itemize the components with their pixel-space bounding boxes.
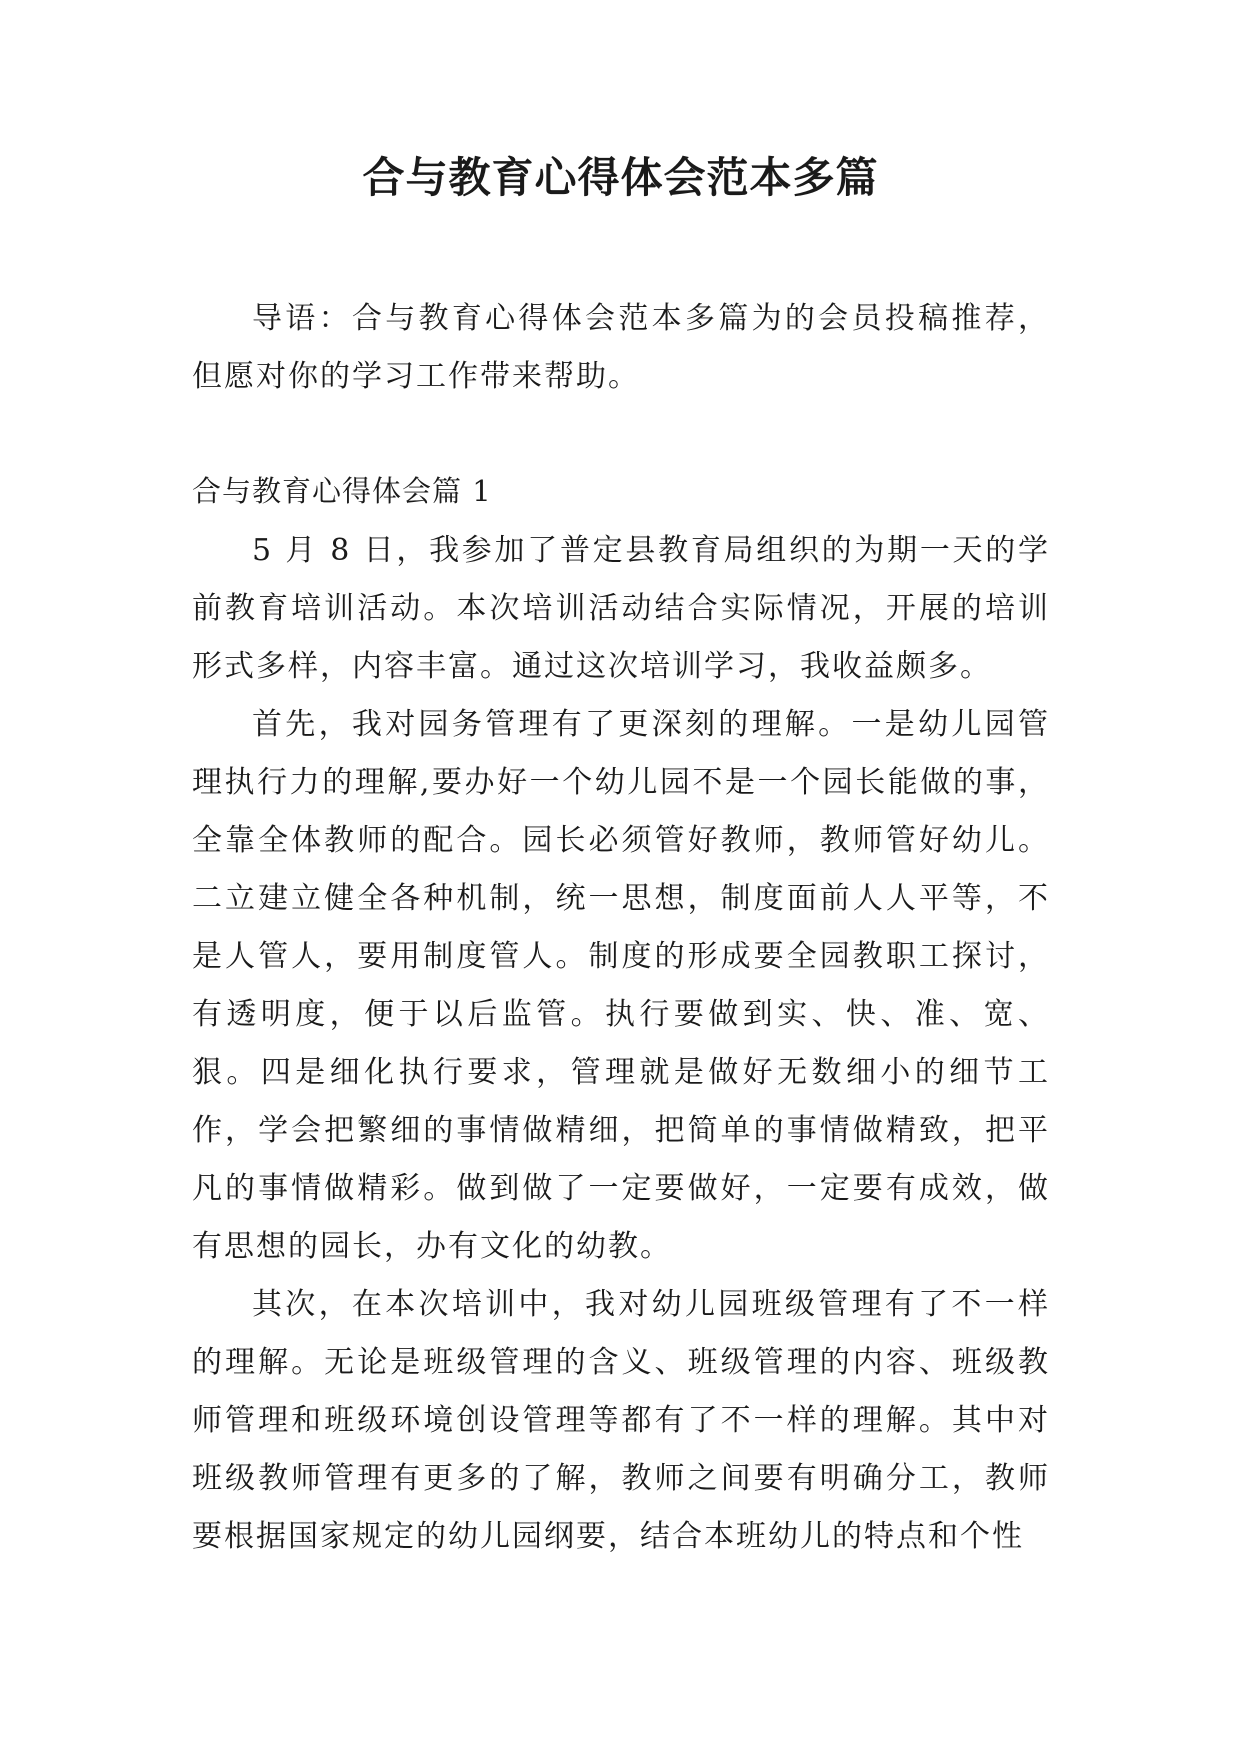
intro-paragraph: 导语：合与教育心得体会范本多篇为的会员投稿推荐，但愿对你的学习工作带来帮助。 (192, 301, 1050, 394)
section-heading: 合与教育心得体会篇 1 (192, 474, 492, 508)
section-content (192, 522, 1050, 1566)
body-paragraph-3: 其次，在本次培训中，我对幼儿园班级管理有了不一样的理解。无论是班级管理的含义、班级管理的内容、班级教师管理和班级环境创设管理等都有了不一样的理解。其中对班级教师管理有更多的了解，教师之间要有明确分工，教师要根据国家规定的幼儿园纲要，结合本班幼儿的特点和个性 (192, 1287, 1050, 1554)
body-paragraph-1: 5 月 8 日，我参加了普定县教育局组织的为期一天的学前教育培训活动。本次培训活动结合实际情况，开展的培训形式多样，内容丰富。通过这次培训学习，我收益颇多。 (192, 533, 1050, 684)
document-title: 合与教育心得体会范本多篇 (362, 153, 879, 202)
body-paragraph-2: 首先，我对园务管理有了更深刻的理解。一是幼儿园管理执行力的理解,要办好一个幼儿园不是一个园长能做的事，全靠全体教师的配合。园长必须管好教师，教师管好幼儿。二立建立健全各种机制，统一思想，制度面前人人平等，不是人管人，要用制度管人。制度的形成要全园教职工探讨，有透明度，便于以后监管。执行要做到实、快、准、宽、狠。四是细化执行要求，管理就是做好无数细小的细节工作，学会把繁细的事情做精细，把简单的事情做精致，把平凡的事情做精彩。做到做了一定要做好，一定要有成效，做有思想的园长，办有文化的幼教。 (192, 707, 1050, 1264)
